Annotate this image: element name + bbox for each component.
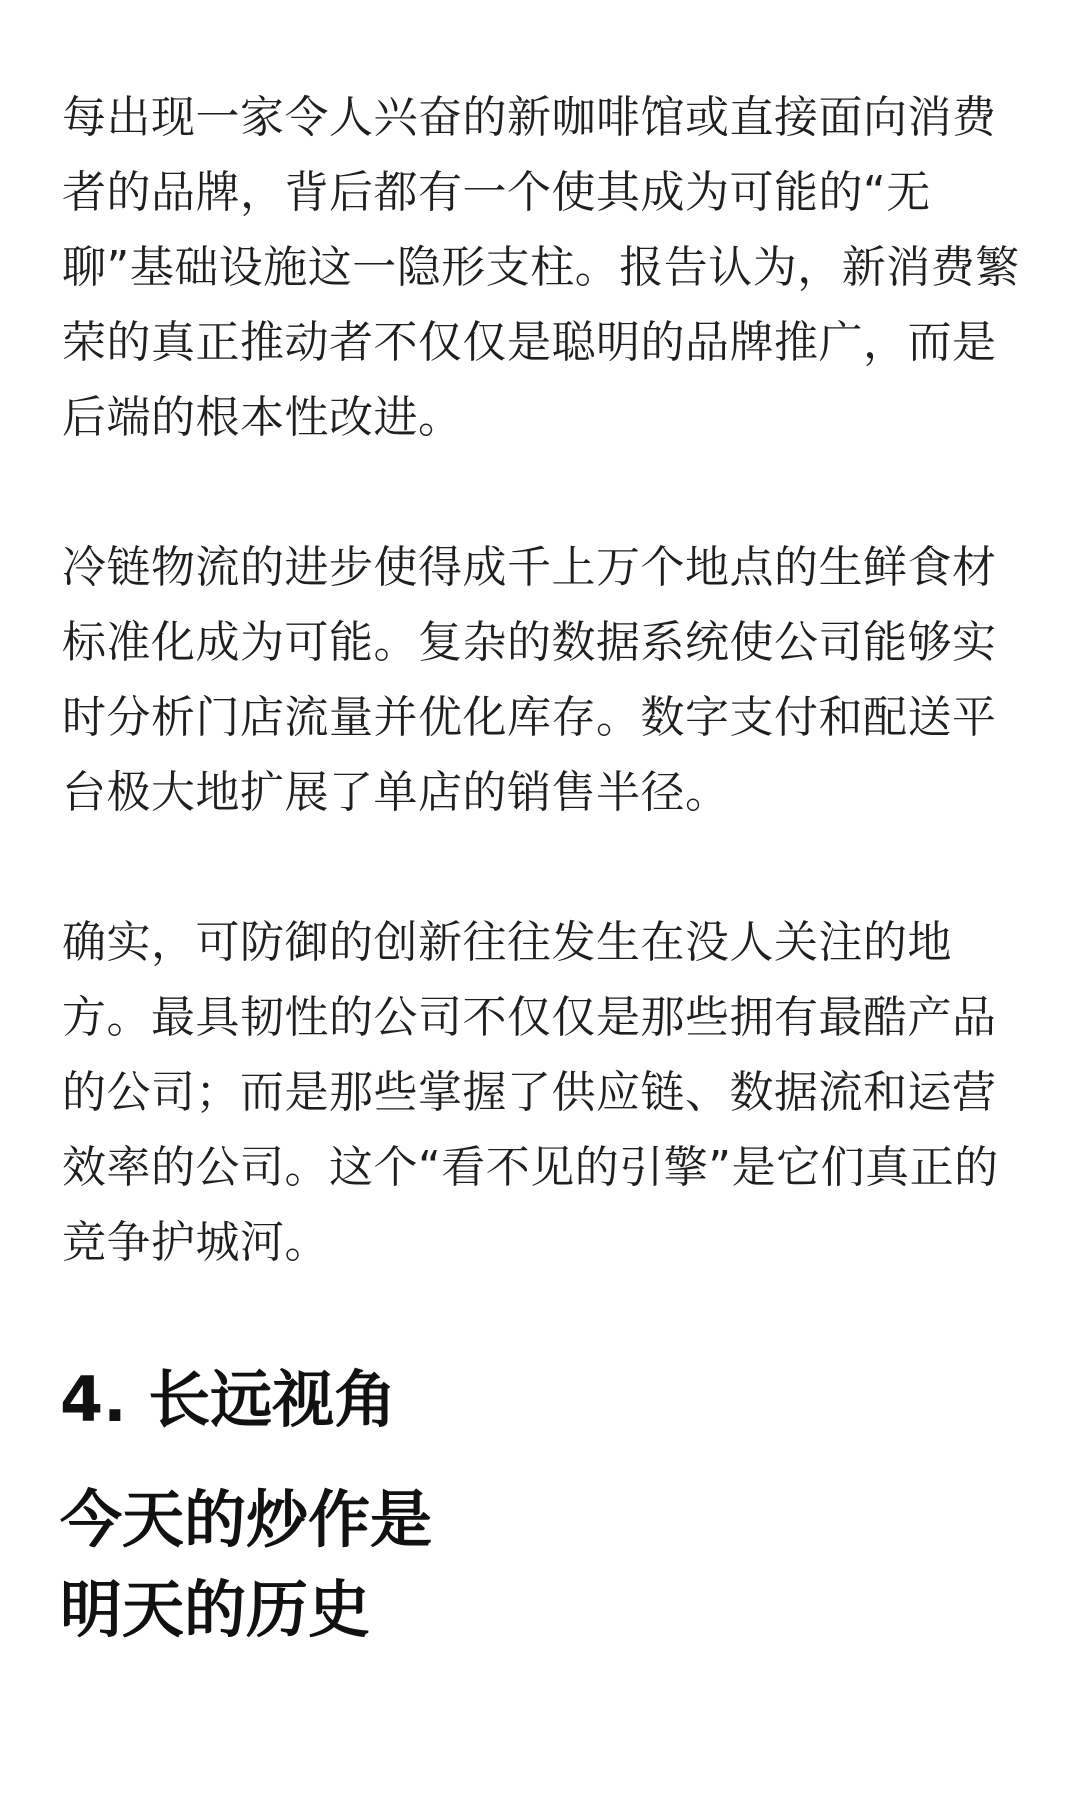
paragraph-invisible-engine: 确实，可防御的创新往往发生在没人关注的地方。最具韧性的公司不仅仅是那些拥有最酷产品的公司；而是那些掌握了供应链、数据流和运营效率的公司。这个“看不见的引擎”是它们真正的竞争护城河。 [62, 917, 999, 1268]
section-heading: 4. 长远视角 [60, 1363, 397, 1436]
sub-heading [60, 1475, 432, 1655]
sub-heading-line-1: 今天的炒作是 [60, 1483, 433, 1556]
paragraph-infrastructure: 每出现一家令人兴奋的新咖啡馆或直接面向消费者的品牌，背后都有一个使其成为可能的“无聊”基础设施这一隐形支柱。报告认为，新消费繁荣的真正推动者不仅仅是聪明的品牌推广，而是后端的根本性改进。 [62, 92, 1020, 443]
paragraph-logistics: 冷链物流的进步使得成千上万个地点的生鲜食材标准化成为可能。复杂的数据系统使公司能够实时分析门店流量并优化库存。数字支付和配送平台极大地扩展了单店的销售半径。 [62, 542, 997, 818]
article-body [62, 80, 1022, 1280]
sub-heading-line-2: 明天的历史 [60, 1573, 371, 1646]
